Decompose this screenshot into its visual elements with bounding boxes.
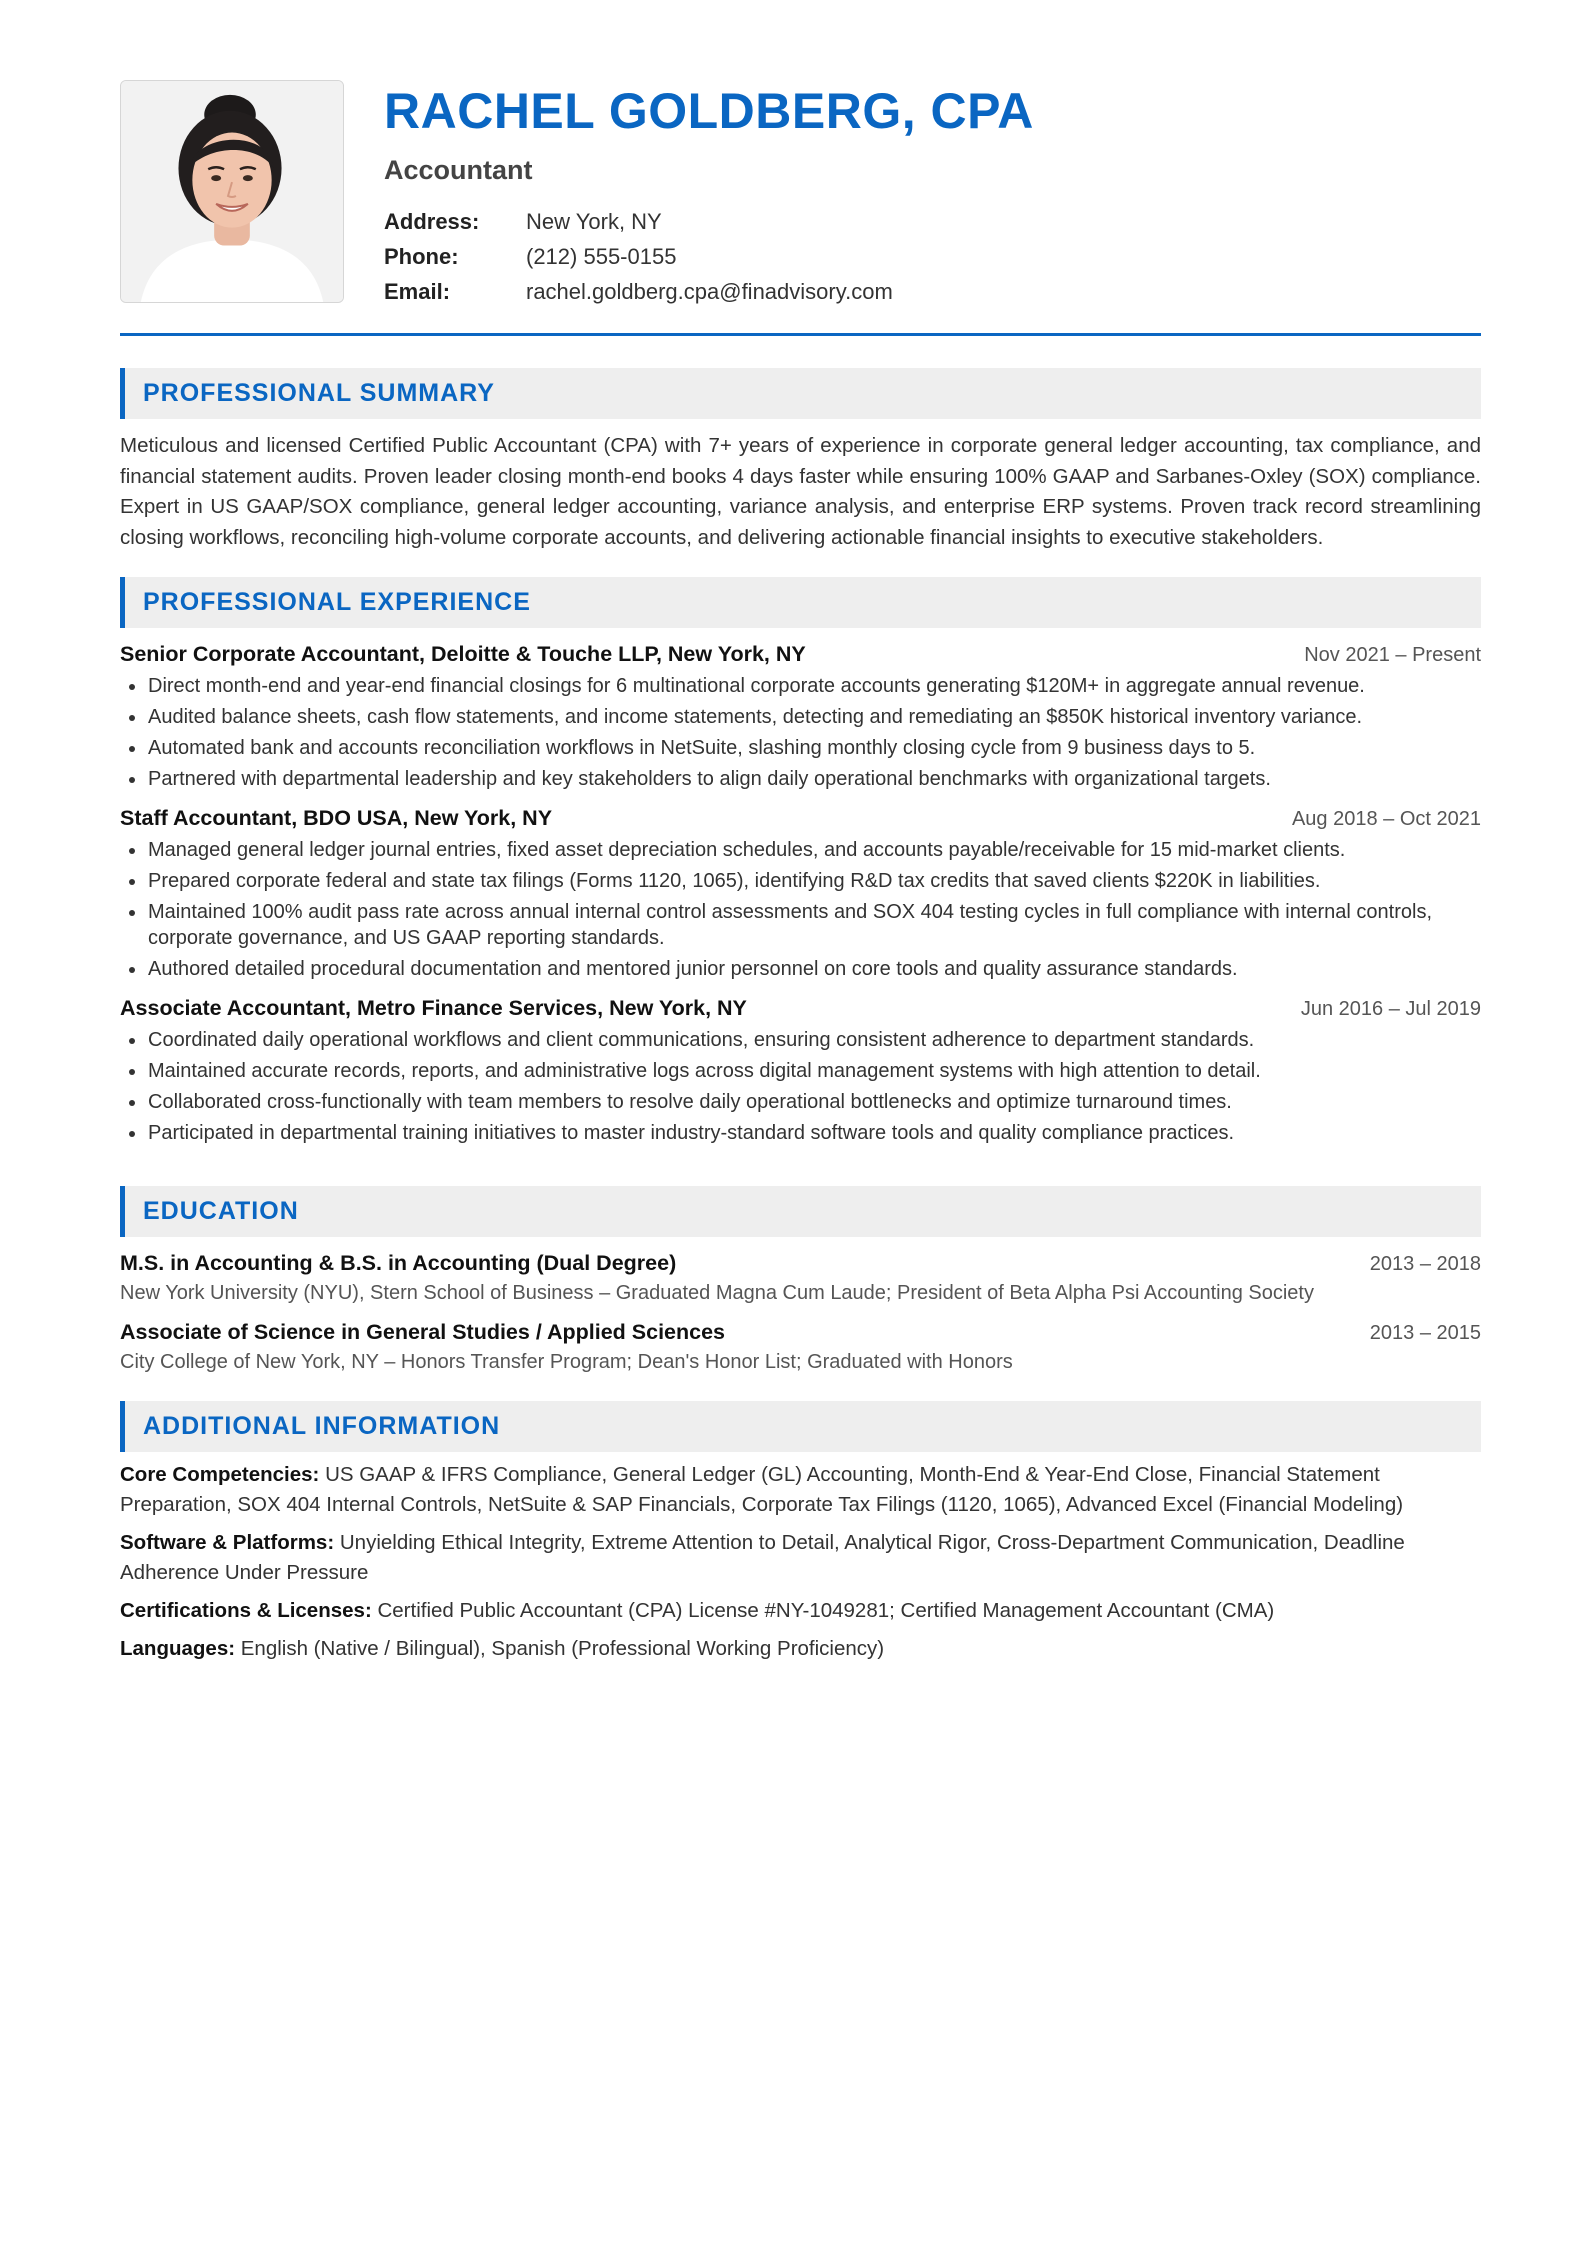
education-dates: 2013 – 2018	[1369, 1253, 1481, 1275]
section-title: EDUCATION	[143, 1197, 299, 1225]
education-header	[120, 1320, 1481, 1345]
education-detail: City College of New York, NY – Honors Transfer Program; Dean's Honor List; Graduated with Honors	[120, 1351, 1013, 1373]
phone-value: (212) 555-0155	[526, 244, 677, 269]
info-row-competencies	[120, 1460, 1481, 1520]
bullet-item: Maintained accurate records, reports, and administrative logs across digital management systems with high attention to detail.	[120, 1058, 1481, 1084]
email-value: rachel.goldberg.cpa@finadvisory.com	[526, 279, 893, 304]
contact-address	[384, 204, 1034, 239]
job-header	[120, 996, 1481, 1021]
job-entry	[120, 806, 1481, 982]
contact-phone	[384, 239, 1034, 274]
contact-block	[384, 204, 1034, 309]
bullet-item: Audited balance sheets, cash flow statements, and income statements, detecting and remediating an $850K historical inventory variance.	[120, 704, 1481, 730]
bullet-item: Participated in departmental training initiatives to master industry-standard software tools and quality compliance practices.	[120, 1120, 1481, 1146]
bullet-item: Maintained 100% audit pass rate across annual internal control assessments and SOX 404 testing cycles in full compliance with internal controls, corporate governance, and US GAAP reporting standards.	[120, 899, 1481, 951]
section-title: PROFESSIONAL EXPERIENCE	[143, 588, 531, 616]
bullet-item: Authored detailed procedural documentation and mentored junior personnel on core tools and quality assurance standards.	[120, 956, 1481, 982]
info-value: Unyielding Ethical Integrity, Extreme Attention to Detail, Analytical Rigor, Cross-Department Communication, Deadline Adherence Under Pressure	[120, 1531, 1405, 1584]
bullet-item: Partnered with departmental leadership and key stakeholders to align daily operational benchmarks with organizational targets.	[120, 766, 1481, 792]
bullet-item: Managed general ledger journal entries, fixed asset depreciation schedules, and accounts payable/receivable for 15 mid-market clients.	[120, 837, 1481, 863]
job-title: Senior Corporate Accountant, Deloitte & Touche LLP, New York, NY	[120, 642, 806, 666]
candidate-name: RACHEL GOLDBERG, CPA	[384, 83, 1034, 139]
bullet-item: Coordinated daily operational workflows and client communications, ensuring consistent adherence to department standards.	[120, 1027, 1481, 1053]
section-header-additional	[120, 1401, 1481, 1452]
degree-title: Associate of Science in General Studies / Applied Sciences	[120, 1320, 726, 1344]
job-bullets	[120, 1027, 1481, 1146]
job-title: Associate Accountant, Metro Finance Services, New York, NY	[120, 996, 747, 1020]
info-row-languages	[120, 1634, 1481, 1664]
bullet-item: Prepared corporate federal and state tax filings (Forms 1120, 1065), identifying R&D tax credits that saved clients $220K in liabilities.	[120, 868, 1481, 894]
job-entry	[120, 996, 1481, 1146]
job-title-heading: Accountant	[384, 155, 533, 185]
section-header-experience	[120, 577, 1481, 628]
section-header-education	[120, 1186, 1481, 1237]
additional-info-list	[120, 1460, 1481, 1664]
job-dates: Nov 2021 – Present	[1304, 644, 1481, 666]
education-entry	[120, 1251, 1481, 1306]
job-entry	[120, 642, 1481, 792]
job-header	[120, 806, 1481, 831]
education-entry	[120, 1320, 1481, 1375]
section-title: PROFESSIONAL SUMMARY	[143, 379, 495, 407]
info-label: Languages:	[120, 1637, 236, 1660]
job-bullets	[120, 837, 1481, 982]
education-detail: New York University (NYU), Stern School of Business – Graduated Magna Cum Laude; President of Beta Alpha Psi Accounting Society	[120, 1282, 1314, 1304]
bullet-item: Automated bank and accounts reconciliation workflows in NetSuite, slashing monthly closing cycle from 9 business days to 5.	[120, 735, 1481, 761]
info-label: Software & Platforms:	[120, 1531, 335, 1554]
profile-photo	[120, 80, 344, 303]
info-row-software	[120, 1528, 1481, 1588]
info-row-certifications	[120, 1596, 1481, 1626]
info-label: Core Competencies:	[120, 1463, 320, 1486]
resume-header	[120, 80, 1481, 303]
job-dates: Jun 2016 – Jul 2019	[1300, 998, 1481, 1020]
bullet-item: Direct month-end and year-end financial closings for 6 multinational corporate accounts generating $120M+ in aggregate annual revenue.	[120, 673, 1481, 699]
info-value: Certified Public Accountant (CPA) License #NY-1049281; Certified Management Accountant (CMA)	[377, 1599, 1275, 1622]
job-title: Staff Accountant, BDO USA, New York, NY	[120, 806, 553, 830]
bullet-item: Collaborated cross-functionally with team members to resolve daily operational bottlenecks and optimize turnaround times.	[120, 1089, 1481, 1115]
resume-page	[120, 80, 1481, 1664]
info-label: Certifications & Licenses:	[120, 1599, 372, 1622]
info-value: English (Native / Bilingual), Spanish (Professional Working Proficiency)	[240, 1637, 885, 1660]
contact-email	[384, 274, 1034, 309]
contact-label: Email:	[384, 279, 451, 304]
section-title: ADDITIONAL INFORMATION	[143, 1412, 501, 1440]
contact-label: Address:	[384, 209, 480, 234]
job-dates: Aug 2018 – Oct 2021	[1291, 808, 1481, 830]
info-value: US GAAP & IFRS Compliance, General Ledger (GL) Accounting, Month-End & Year-End Close, Financial Statement Preparation, SOX 404 Internal Controls, NetSuite & SAP Financials, Corporate Tax Filings (1120, 1065), Advanced Excel (Financial Modeling)	[120, 1463, 1404, 1516]
address-value: New York, NY	[526, 209, 662, 234]
job-bullets	[120, 673, 1481, 792]
education-dates: 2013 – 2015	[1369, 1322, 1481, 1344]
contact-label: Phone:	[384, 244, 459, 269]
job-header	[120, 642, 1481, 667]
degree-title: M.S. in Accounting & B.S. in Accounting (Dual Degree)	[120, 1251, 677, 1275]
header-info	[384, 80, 1034, 303]
section-header-summary	[120, 368, 1481, 419]
header-divider	[120, 333, 1481, 336]
education-header	[120, 1251, 1481, 1276]
summary-paragraph: Meticulous and licensed Certified Public Accountant (CPA) with 7+ years of experience in corporate general ledger accounting, tax compliance, and financial statement audits. Proven leader closing month-end books 4 days faster while ensuring 100% GAAP and Sarbanes-Oxley (SOX) compliance. Expert in US GAAP/SOX compliance, general ledger accounting, variance analysis, and enterprise ERP systems. Proven track record streamlining closing workflows, reconciling high-volume corporate accounts, and delivering actionable financial insights to executive stakeholders.	[120, 434, 1481, 549]
